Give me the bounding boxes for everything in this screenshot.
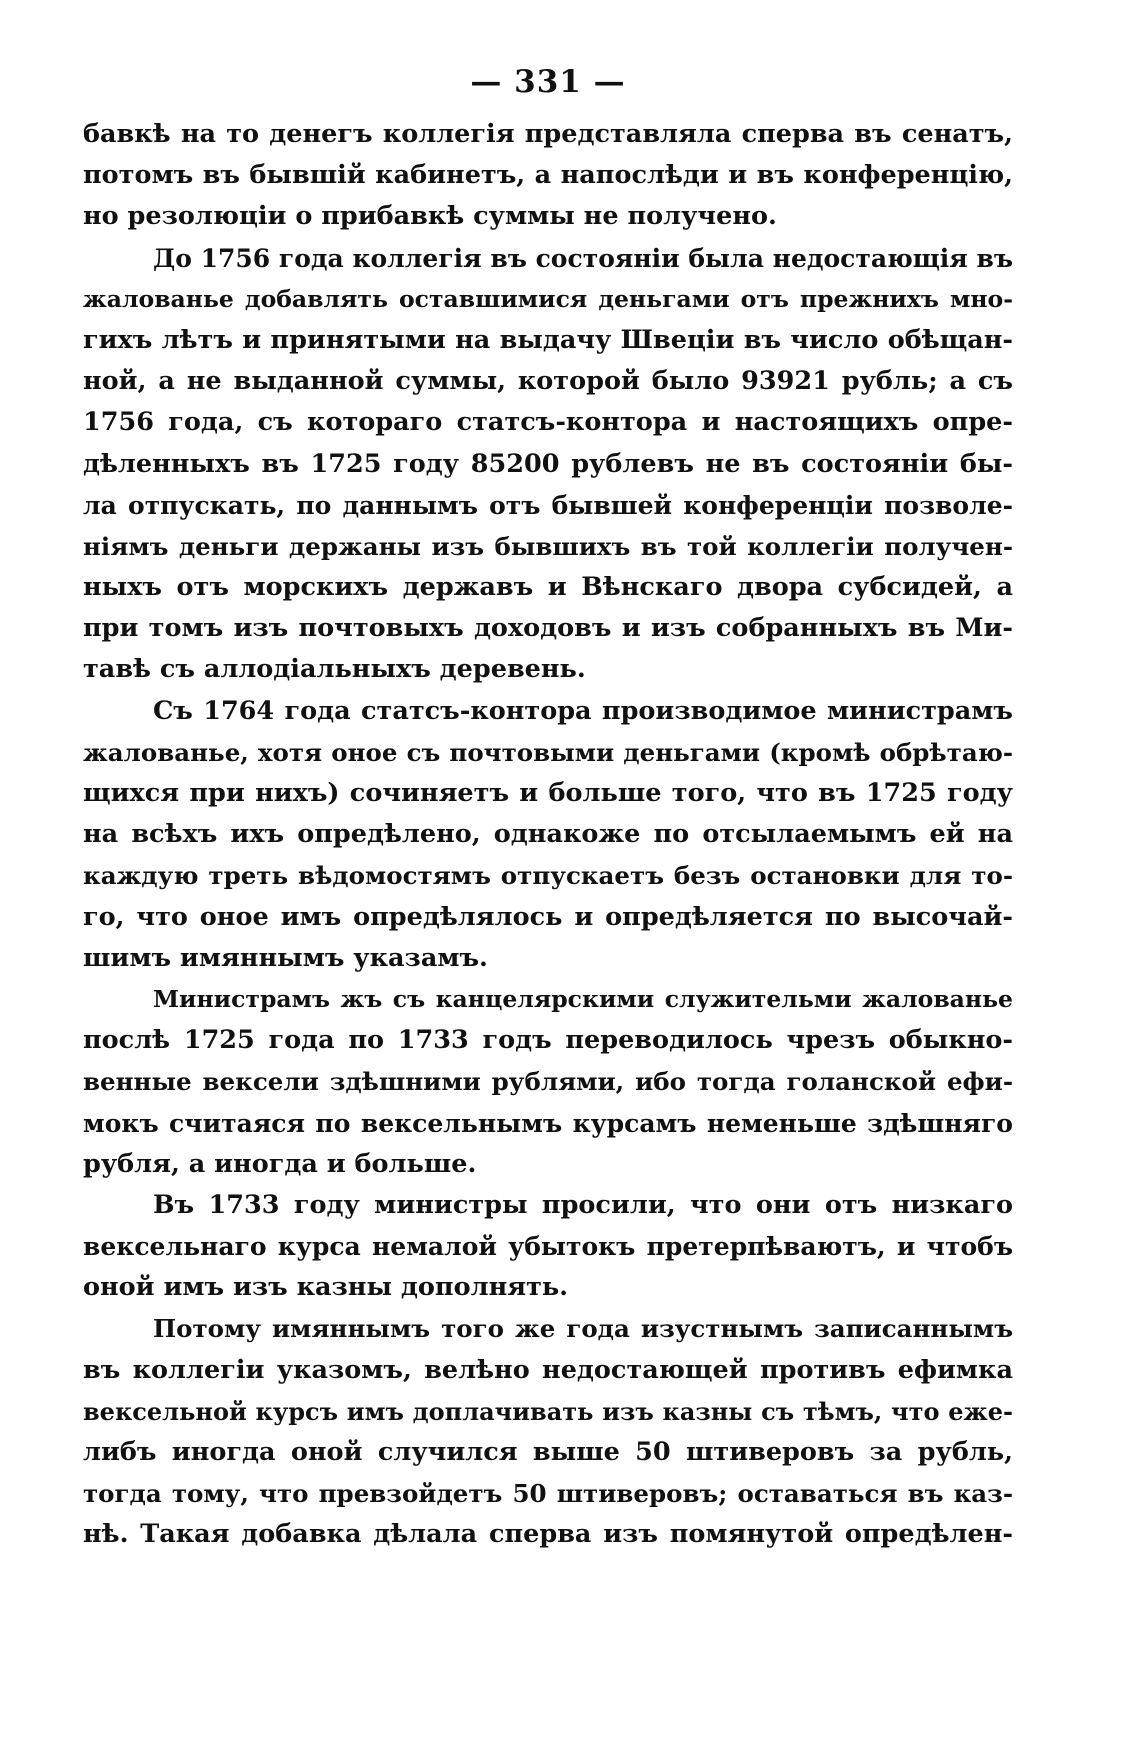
text-line: каждую треть вѣдомостямъ отпускаетъ безъ остановки для то- [83,861,1013,891]
text-line: щихся при нихъ) сочиняетъ и больше того, что въ 1725 году [83,778,1013,808]
text-line: гихъ лѣтъ и принятыми на выдачу Швеціи въ число обѣщан- [83,324,1013,355]
text-line: тавѣ съ аллодіальныхъ деревень. [83,654,586,685]
text-line: въ коллегіи указомъ, велѣно недостающей противъ ефимка [83,1354,1013,1385]
document-page [83,62,1013,1556]
text-line: на всѣхъ ихъ опредѣлено, однакоже по отсылаемымъ ей на [83,819,1013,850]
page-number: — 331 — [470,64,626,100]
text-line: жалованье добавлять оставшимися деньгами отъ прежнихъ мно- [83,284,1013,313]
text-line: бавкѣ на то денегъ коллегія представляла сперва въ сенатъ, [83,119,1013,149]
text-line: Съ 1764 года статсъ-контора производимое министрамъ [153,695,1013,726]
paragraph-1 [83,114,1013,238]
text-line: вексельной курсъ имъ доплачивать изъ казны съ тѣмъ, что еже- [83,1396,1013,1426]
text-line: ныхъ отъ морскихъ державъ и Вѣнскаго двора субсидей, а [83,572,1013,603]
text-line: ла отпускать, по даннымъ отъ бывшей конференціи позволе- [83,490,1013,520]
text-line: Въ 1733 году министры просили, что они отъ низкаго [153,1189,1013,1220]
text-line: оной имъ изъ казны дополнять. [83,1272,569,1303]
text-line: го, что оное имъ опредѣлялось и опредѣляется по высочай- [83,901,1013,932]
text-line: потомъ въ бывшій кабинетъ, а напослѣди и въ конференцію, [83,160,1013,191]
paragraph-6 [83,1308,1013,1555]
text-line: но резолюціи о прибавкѣ суммы не получено. [83,201,777,232]
text-line: венные вексели здѣшними рублями, ибо тогда голанской ефи- [83,1067,1013,1097]
text-line: 1756 года, съ котораго статсъ-контора и настоящихъ опре- [83,407,1013,438]
text-line: Потому имяннымъ того же года изустнымъ записаннымъ [153,1314,1013,1344]
text-line: шимъ имяннымъ указамъ. [83,942,488,973]
text-line: дѣленныхъ въ 1725 году 85200 рублевъ не въ состояніи бы- [83,448,1013,479]
text-line: Министрамъ жъ съ канцелярскими служительми жалованье [153,984,1013,1013]
text-line: вексельнаго курса немалой убытокъ претерпѣваютъ, и чтобъ [83,1232,1013,1262]
paragraph-5 [83,1185,1013,1309]
paragraph-4 [83,979,1013,1185]
text-line: при томъ изъ почтовыхъ доходовъ и изъ собранныхъ въ Ми- [83,613,1013,644]
paragraph-3 [83,691,1013,979]
paragraph-2 [83,238,1013,691]
text-line: рубля, а иногда и больше. [83,1148,477,1179]
text-line: мокъ считаяся по вексельнымъ курсамъ неменьше здѣшняго [83,1108,1013,1138]
text-line: ной, а не выданной суммы, которой было 93921 рубль; а съ [83,366,1013,397]
text-line: жалованье, хотя оное съ почтовыми деньгами (кромѣ обрѣтаю- [83,737,1013,767]
text-line: послѣ 1725 года по 1733 годъ переводилось чрезъ обыкно- [83,1025,1013,1056]
text-line: нѣ. Такая добавка дѣлала сперва изъ помянутой опредѣлен- [83,1519,1013,1550]
text-line: До 1756 года коллегія въ состояніи была недостающія въ [153,243,1013,273]
text-line: либъ иногда оной случился выше 50 штиверовъ за рубль, [83,1437,1013,1467]
text-line: тогда тому, что превзойдетъ 50 штиверовъ; оставаться въ каз- [83,1479,1013,1509]
text-line: ніямъ деньги держаны изъ бывшихъ въ той коллегіи получен- [83,531,1013,561]
